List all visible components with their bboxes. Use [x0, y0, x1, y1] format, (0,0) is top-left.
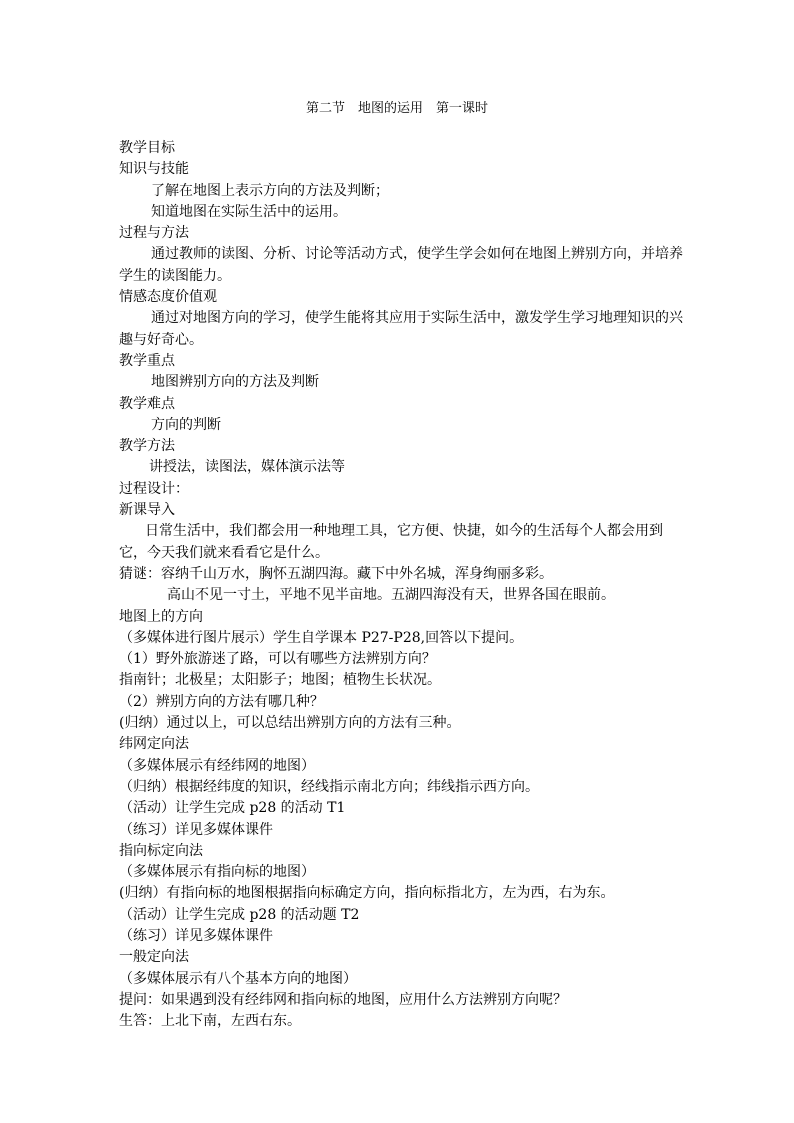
document-title: 第二节 地图的运用 第一课时: [305, 101, 488, 116]
text-line: （练习）详见多媒体课件: [119, 927, 273, 944]
text-line: （归纳）根据经纬度的知识，经线指示南北方向；纬线指示西方向。: [119, 778, 539, 795]
text-line: 指南针；北极星；太阳影子；地图；植物生长状况。: [119, 672, 441, 689]
text-paragraph: 知道地图在实际生活中的运用。: [151, 203, 347, 220]
text-line: 纬网定向法: [119, 736, 189, 753]
text-line: 教学目标: [119, 140, 175, 156]
text-line: （活动）让学生完成 p28 的活动 T1: [119, 800, 346, 817]
text-line: （多媒体进行图片展示）学生自学课本 P27-P28,回答以下提问。: [119, 629, 524, 646]
text-line: 指向标定向法: [119, 842, 203, 859]
text-line: （活动）让学生完成 p28 的活动题 T2: [119, 906, 360, 923]
text-line: 新课导入: [119, 502, 175, 519]
text-line: （1）野外旅游迷了路，可以有哪些方法辨别方向？: [119, 651, 436, 668]
text-line: 情感态度价值观: [119, 289, 217, 306]
text-line: 地图上的方向: [119, 608, 203, 625]
text-paragraph: 通过教师的读图、分析、讨论等活动方式，使学生学会如何在地图上辨别方向，并培养学生的读图能力。: [119, 246, 683, 284]
text-line: （多媒体展示有经纬网的地图）: [119, 757, 315, 774]
text-line: 过程与方法: [119, 225, 189, 242]
text-line: 过程设计：: [119, 480, 189, 497]
text-line: 教学重点: [119, 352, 175, 369]
text-line: （练习）详见多媒体课件: [119, 821, 273, 838]
text-line: 提问：如果遇到没有经纬网和指向标的地图，应用什么方法辨别方向呢？: [119, 991, 567, 1008]
text-line: 生答：上北下南，左西右东。: [119, 1013, 301, 1030]
document-body: [119, 138, 689, 1032]
text-line: 一般定向法: [119, 949, 189, 966]
text-line: （2）辨别方向的方法有哪几种？: [119, 693, 324, 710]
text-paragraph: 了解在地图上表示方向的方法及判断；: [151, 182, 389, 199]
text-paragraph: 地图辨别方向的方法及判断: [151, 374, 319, 391]
text-line: 知识与技能: [119, 161, 189, 178]
text-line: (归纳）有指向标的地图根据指向标确定方向，指向标指北方，左为西，右为东。: [119, 885, 615, 902]
text-line: （多媒体展示有八个基本方向的地图）: [119, 970, 357, 987]
text-line: (归纳）通过以上，可以总结出辨别方向的方法有三种。: [119, 715, 461, 732]
text-paragraph: 讲授法，读图法，媒体演示法等: [149, 459, 345, 476]
text-paragraph: 日常生活中，我们都会用一种地理工具，它方便、快捷，如今的生活每个人都会用到它，今天我们就来看看它是什么。: [119, 523, 663, 561]
text-paragraph: 方向的判断: [151, 416, 221, 433]
text-line: 教学方法: [119, 438, 175, 455]
text-paragraph: 高山不见一寸土，平地不见半亩地。五湖四海没有天，世界各国在眼前。: [167, 587, 615, 604]
text-line: 猜谜：容纳千山万水，胸怀五湖四海。藏下中外名城，浑身绚丽多彩。: [119, 565, 553, 582]
text-paragraph: 通过对地图方向的学习，使学生能将其应用于实际生活中，激发学生学习地理知识的兴趣与好奇心。: [119, 310, 683, 348]
text-line: （多媒体展示有指向标的地图）: [119, 864, 315, 881]
text-line: 教学难点: [119, 395, 175, 412]
